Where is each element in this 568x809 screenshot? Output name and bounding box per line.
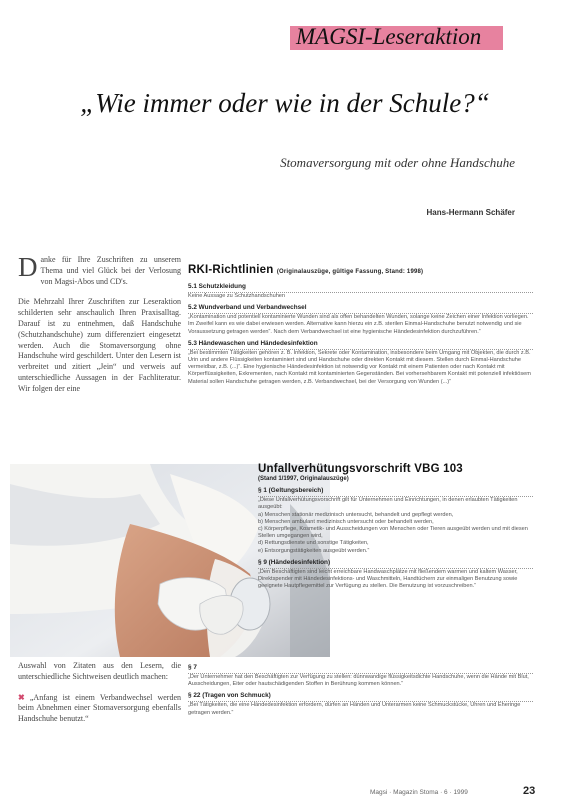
vbg-scope-list — [258, 512, 533, 555]
vbg-section-heading: § 1 (Geltungsbereich) — [258, 487, 324, 495]
intro-column — [18, 252, 181, 405]
vbg-title: Unfallverhütungsvorschrift VBG 103 — [258, 463, 463, 475]
list-item: a) Menschen stationär medizinisch untersucht, behandelt und gepflegt werden, — [258, 511, 454, 518]
vbg-section-heading: § 9 (Händedesinfektion) — [258, 558, 331, 566]
reader-quote-text: „Anfang ist einem Verbandwechsel werden beim Abnehmen einer Stomaversorgung ebenfalls Handschuhe benutzt.“ — [18, 692, 182, 724]
vbg-regulation-box — [258, 463, 533, 590]
vbg-section-text: „Der Unternehmer hat den Beschäftigten zur Verfügung zu stellen: dünnwandige flüssigkeitsdichte Handschuhe, wenn die Hände mit Blut, Ausscheidungen, Eiter oder hautschädigenden Stoffen in Berührung kommen können.“ — [188, 674, 529, 688]
list-item: d) Rettungsdienste und sonstige Tätigkeiten, — [258, 540, 369, 547]
rki-section-heading: 5.1 Schutzkleidung — [188, 283, 246, 290]
vbg-section-heading: § 7 — [188, 664, 197, 671]
page-number: 23 — [523, 785, 536, 797]
rki-title: RKI-Richtlinien (Originalauszüge, gültige Fassung, Stand: 1998) — [188, 264, 424, 276]
article-subtitle: Stomaversorgung mit oder ohne Handschuhe — [280, 155, 515, 170]
list-item: e) Entsorgungstätigkeiten ausgeübt werden.“ — [258, 547, 370, 554]
drop-cap: D — [18, 252, 38, 282]
intro-paragraph-1-text: anke für Ihre Zuschriften zu unserem Thema und viel Glück bei der Verlosung von Magsi-Abos und CD's. — [40, 255, 181, 286]
rki-section-text: „Kontamination und potentiell kontaminierte Wunden sind als offen behandelten Wunden, solange keine Zeichen einer Infektion vorliegen. Im Zweifel kann es wie dabei erwiesen werden. Alternative kann hierzu ein z.B. sterilen Einmal-Handschuhe benutzt notwendig und sie Voraussetzung getragen werden“. Nach dem Verbandwechsel ist eine hygienische Händedesinfektion durchzuführen.“ — [188, 314, 529, 335]
outro-paragraph-1: Auswahl von Zitaten aus den Lesern, die unterschiedliche Sichtweisen deutlich machen: — [18, 661, 181, 681]
vbg-continued-box — [188, 660, 533, 717]
list-item: c) Körperpflege, Kosmetik- und Ausscheidungen von Menschen oder Tieren ausgeübt werden und mit diesen Stellen umgegangen wird, — [258, 526, 528, 540]
quote-marker-icon: ✖ — [18, 692, 25, 702]
intro-paragraph-2: Die Mehrzahl Ihrer Zuschriften zur Leseraktion schilderten sehr anschaulich Ihren Praxisalltag. Darauf ist zu entnehmen, daß Handschuhe (Schutzhandschuhe) zum differenziert eingesetzt werden. Auch die Stomaversorgung ohne Handschuhe wird geschildert. Unter den Lesern ist verbreitet und zitiert „Jein“ und verweis auf unterschiedliche Aussagen in der Fachliteratur. Wir folgen der eine — [18, 297, 181, 393]
outro-column — [18, 661, 181, 735]
vbg-section-text: „Den Beschäftigten sind leicht erreichbare Handwaschplätze mit fließendem warmen und kaltem Wasser, Direktspender mit Händedesinfektions- und Waschmitteln, Handtüchern zur einmaligen Benutzung sowie geeignete Hautpflegemittel zur Verfügung zu stellen. Die Benutzung ist vorzuschreiben.“ — [258, 568, 518, 590]
intro-paragraph-1 — [18, 252, 181, 287]
rki-title-note: (Originalauszüge, gültige Fassung, Stand: 1998) — [276, 269, 424, 275]
rki-guidelines-box — [188, 264, 533, 386]
vbg-section-heading: § 22 (Tragen von Schmuck) — [188, 692, 271, 700]
journal-footer: Magsi · Magazin Stoma · 6 · 1999 — [370, 789, 468, 796]
list-item: b) Menschen ambulant medizinisch untersucht oder behandelt werden, — [258, 518, 434, 525]
rki-section-heading: 5.3 Händewaschen und Händedesinfektion — [188, 339, 318, 347]
article-author: Hans-Hermann Schäfer — [426, 208, 515, 217]
reader-quote — [18, 693, 181, 725]
article-headline: „Wie immer oder wie in der Schule?“ — [80, 88, 490, 118]
vbg-section-text: „Diese Unfallverhütungsvorschrift gilt für Unternehmen und Einrichtungen, in denen erlaubten Tätigkeiten ausgeübt: — [258, 497, 518, 511]
vbg-section-text: „Bei Tätigkeiten, die eine Händedesinfektion erfordern, dürfen an Händen und Unterarmen keine Schmuckstücke, Uhren und Eheringe getragen werden.“ — [188, 702, 521, 716]
rki-section-text: Keine Aussage zu Schutzhandschuhen — [188, 293, 286, 299]
rki-section-text: „Bei bestimmten Tätigkeiten gehören z. B. Infektion, Sekrete oder Kontamination, insbesondere beim Umgang mit Objekten, die durch z.B. Urin und andere Flüssigkeiten kontaminiert sind und Handschuhe oder direkten Kontakt mit diesem. Stellen durch Einmal-Handschuhe vermeidbar, z.B. (...)“. Eine hygienische Händedesinfektion ist notwendig vor Kontakt mit einem Patienten oder nach Kontakt mit Körperflüssigkeiten, Exkrementen, nach Kontakt mit kontaminierten Gegenständen. Bei vorhersehbarem Kontakt mit potenziell infektiösem Material sollen Handschuhe getragen werden, z.B. Verbandwechsel, bei der Versorgung von Wunden (...)“ — [188, 349, 531, 385]
rki-section-heading: 5.2 Wundverband und Verbandwechsel — [188, 304, 307, 312]
section-title: MAGSI-Leseraktion — [296, 24, 482, 49]
vbg-title-note: (Stand 1/1997, Originalauszüge) — [258, 476, 349, 482]
